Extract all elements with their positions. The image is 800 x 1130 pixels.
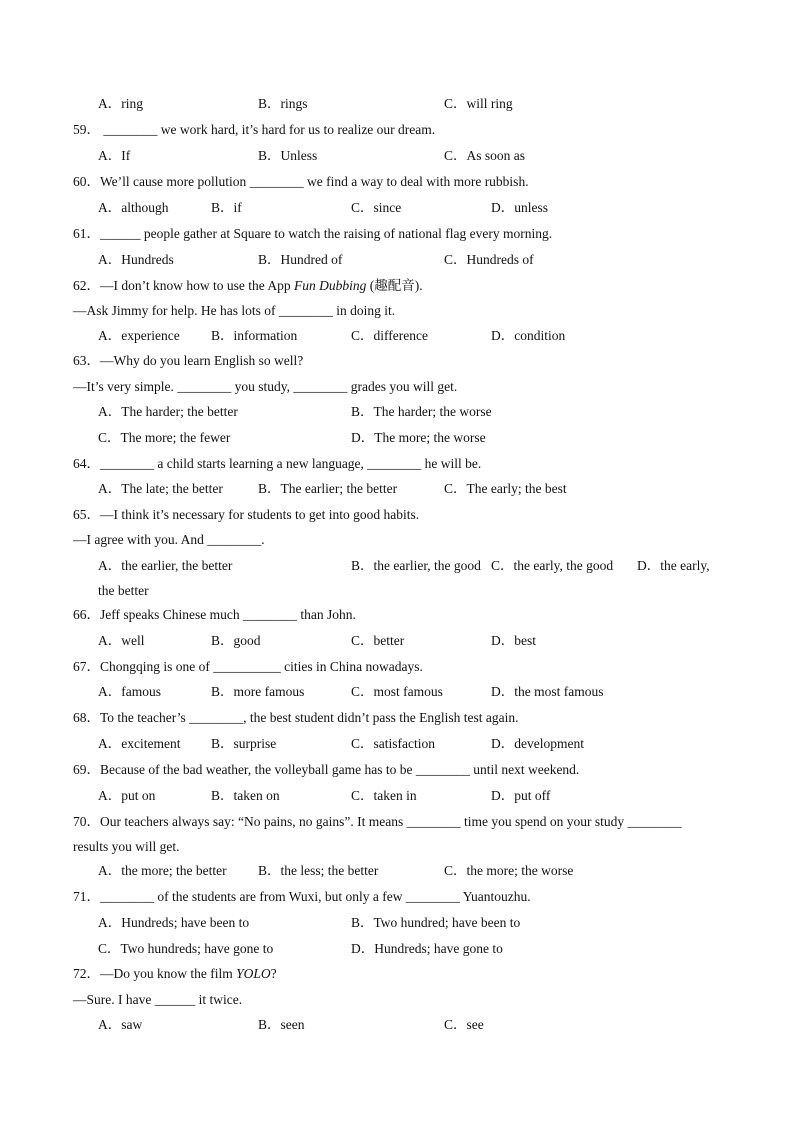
q60-stem: 60．We’ll cause more pollution ________ we find a way to deal with more rubbish. [73, 174, 529, 189]
q62-option-d: D．condition [491, 328, 566, 343]
q65-option-d-cont: the better [98, 583, 149, 598]
q72-stem-pre: 72．—Do you know the film [73, 966, 237, 981]
q68-option-c: C．satisfaction [351, 736, 435, 751]
q59-option-a: A．If [98, 148, 131, 163]
q71-stem: 71．________ of the students are from Wuxi, but only a few ________ Yuantouzhu. [73, 889, 531, 904]
q72-option-b: B．seen [258, 1017, 305, 1032]
q62-stem-post: (趣配音). [366, 278, 423, 293]
q68-option-d: D．development [491, 736, 584, 751]
q62-option-c: C．difference [351, 328, 428, 343]
q59-stem: 59． ________ we work hard, it’s hard for us to realize our dream. [73, 122, 436, 137]
q65-option-d: D．the early, [637, 558, 710, 573]
q58-option-a: A．ring [98, 96, 143, 111]
q68-option-a: A．excitement [98, 736, 181, 751]
q63-stem: 63．—Why do you learn English so well? [73, 353, 304, 368]
q70-option-a: A．the more; the better [98, 863, 227, 878]
q65-option-a: A．the earlier, the better [98, 558, 233, 573]
q69-stem: 69．Because of the bad weather, the volleyball game has to be ________ until next weekend. [73, 762, 580, 777]
q63-option-c: C．The more; the fewer [98, 430, 231, 445]
q59-option-c: C．As soon as [444, 148, 526, 163]
q62-reply: —Ask Jimmy for help. He has lots of ________ in doing it. [73, 303, 396, 318]
q71-option-d: D．Hundreds; have gone to [351, 941, 503, 956]
q64-option-b: B．The earlier; the better [258, 481, 398, 496]
q69-option-b: B．taken on [211, 788, 280, 803]
q65-reply: —I agree with you. And ________. [73, 532, 265, 547]
q70-option-b: B．the less; the better [258, 863, 379, 878]
q62-stem [73, 278, 423, 294]
q72-film-name: YOLO [236, 966, 271, 981]
q64-option-a: A．The late; the better [98, 481, 223, 496]
q66-option-d: D．best [491, 633, 536, 648]
q60-option-a: A．although [98, 200, 169, 215]
q61-option-b: B．Hundred of [258, 252, 343, 267]
q59-option-b: B．Unless [258, 148, 318, 163]
q62-stem-pre: 62．—I don’t know how to use the App [73, 278, 294, 293]
q63-reply: —It’s very simple. ________ you study, ________ grades you will get. [73, 379, 458, 394]
q72-reply: —Sure. I have ______ it twice. [73, 992, 243, 1007]
q67-stem: 67．Chongqing is one of __________ cities in China nowadays. [73, 659, 423, 674]
q62-option-a: A．experience [98, 328, 180, 343]
q67-option-d: D．the most famous [491, 684, 604, 699]
q66-stem: 66．Jeff speaks Chinese much ________ than John. [73, 607, 356, 622]
q68-option-b: B．surprise [211, 736, 277, 751]
q60-option-c: C．since [351, 200, 402, 215]
q58-option-c: C．will ring [444, 96, 513, 111]
q71-option-b: B．Two hundred; have been to [351, 915, 521, 930]
q71-option-a: A．Hundreds; have been to [98, 915, 250, 930]
q67-option-b: B．more famous [211, 684, 305, 699]
q65-stem: 65．—I think it’s necessary for students to get into good habits. [73, 507, 420, 522]
q72-stem [73, 966, 277, 982]
q70-stem-cont: results you will get. [73, 839, 180, 854]
q66-option-b: B．good [211, 633, 261, 648]
q72-stem-post: ? [270, 966, 277, 981]
q69-option-c: C．taken in [351, 788, 417, 803]
q69-option-a: A．put on [98, 788, 156, 803]
q58-option-b: B．rings [258, 96, 308, 111]
q70-option-c: C．the more; the worse [444, 863, 574, 878]
q72-option-c: C．see [444, 1017, 484, 1032]
q64-option-c: C．The early; the best [444, 481, 567, 496]
q63-option-d: D．The more; the worse [351, 430, 486, 445]
q63-option-a: A．The harder; the better [98, 404, 238, 419]
q69-option-d: D．put off [491, 788, 551, 803]
q65-option-b: B．the earlier, the good [351, 558, 481, 573]
q66-option-a: A．well [98, 633, 145, 648]
q71-option-c: C．Two hundreds; have gone to [98, 941, 274, 956]
q64-stem: 64．________ a child starts learning a new language, ________ he will be. [73, 456, 482, 471]
q61-option-c: C．Hundreds of [444, 252, 534, 267]
q60-option-d: D．unless [491, 200, 548, 215]
q60-option-b: B．if [211, 200, 242, 215]
q65-option-c: C．the early, the good [491, 558, 614, 573]
q63-option-b: B．The harder; the worse [351, 404, 492, 419]
q62-option-b: B．information [211, 328, 298, 343]
q66-option-c: C．better [351, 633, 405, 648]
q68-stem: 68．To the teacher’s ________, the best student didn’t pass the English test again. [73, 710, 519, 725]
q72-option-a: A．saw [98, 1017, 143, 1032]
q67-option-c: C．most famous [351, 684, 443, 699]
q61-option-a: A．Hundreds [98, 252, 174, 267]
q70-stem: 70．Our teachers always say: “No pains, no gains”. It means ________ time you spend on your study ________ [73, 814, 682, 829]
q62-app-name: Fun Dubbing [294, 278, 367, 293]
q61-stem: 61．______ people gather at Square to watch the raising of national flag every morning. [73, 226, 553, 241]
q67-option-a: A．famous [98, 684, 161, 699]
